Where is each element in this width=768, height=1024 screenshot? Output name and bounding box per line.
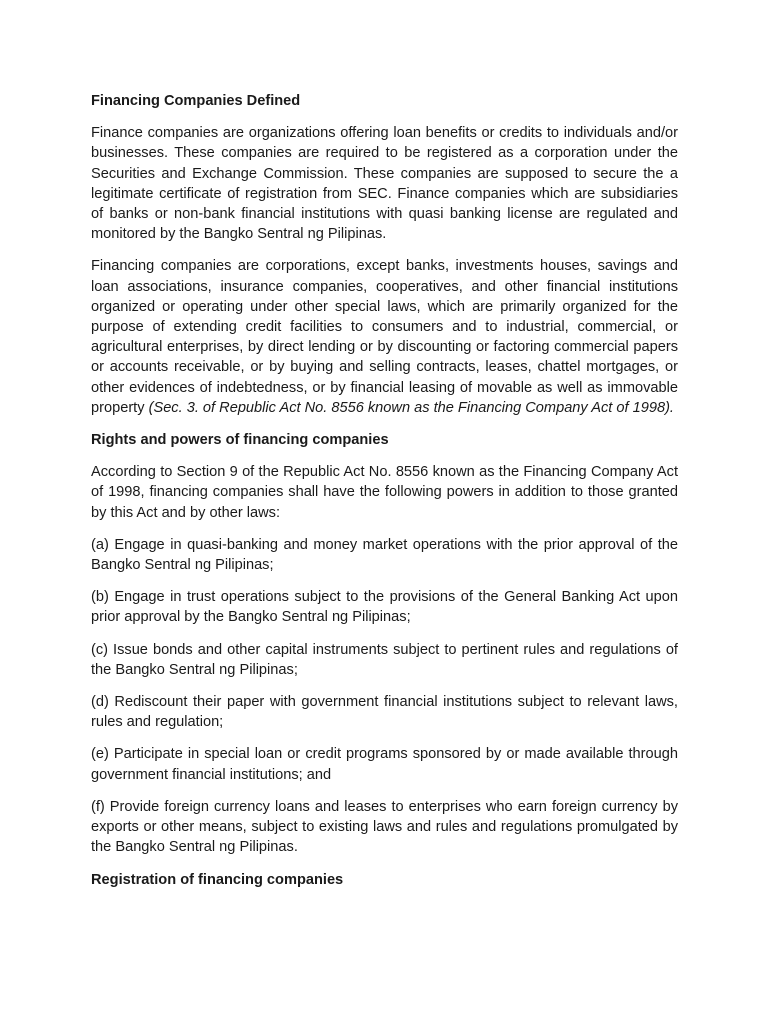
- paragraph-financing-companies-definition: [91, 256, 678, 418]
- paragraph-rights-intro: [91, 462, 678, 523]
- list-item-power-d: [91, 692, 678, 732]
- section-heading-rights-and-powers: Rights and powers of financing companies: [91, 432, 389, 449]
- paragraph-text: (f) Provide foreign currency loans and leases to enterprises who earn foreign currency by exports or other means, subject to existing laws and rules and regulations promulgated by the Bangko Sentral ng Pilipinas.: [91, 798, 678, 856]
- list-item-power-b: [91, 587, 678, 627]
- list-item-power-f: [91, 797, 678, 858]
- paragraph-text: Financing companies are corporations, except banks, investments houses, savings and loan associations, insurance companies, cooperatives, and other financial institutions organized or operating under other special laws, which are primarily organized for the purpose of extending credit facilities to consumers and to industrial, commercial, or agricultural enterprises, by direct lending or by discounting or factoring commercial papers or accounts receivable, or by buying and selling contracts, leases, chattel mortgages, or other evidences of indebtedness, or by financial leasing of movable as well as immovable property: [91, 258, 678, 416]
- section-heading-financing-companies-defined: Financing Companies Defined: [91, 93, 301, 109]
- document-page: [91, 91, 678, 902]
- paragraph-text: (a) Engage in quasi-banking and money market operations with the prior approval of the Bangko Sentral ng Pilipinas;: [91, 536, 678, 574]
- paragraph-text: (b) Engage in trust operations subject to the provisions of the General Banking Act upon prior approval by the Bangko Sentral ng Pilipinas;: [91, 589, 678, 626]
- paragraph-text: According to Section 9 of the Republic Act No. 8556 known as the Financing Company Act of 1998, financing companies shall have the following powers in addition to those granted by this Act and by other laws:: [91, 464, 678, 521]
- legal-citation: (Sec. 3. of Republic Act No. 8556 known as the Financing Company Act of 1998).: [148, 399, 674, 416]
- paragraph-text: Finance companies are organizations offering loan benefits or credits to individuals and/or businesses. These companies are required to be registered as a corporation under the Securities and Exchange Commission. These companies are supposed to secure the a legitimate certificate of registration from SEC. Finance companies which are subsidiaries of banks or non-bank financial institutions with quasi banking license are regulated and monitored by the Bangko Sentral ng Pilipinas.: [91, 125, 678, 243]
- paragraph-text: (c) Issue bonds and other capital instruments subject to pertinent rules and regulations of the Bangko Sentral ng Pilipinas;: [91, 641, 678, 678]
- list-item-power-e: [91, 744, 678, 784]
- paragraph-finance-companies-overview: [91, 123, 678, 244]
- paragraph-text: (d) Rediscount their paper with government financial institutions subject to relevant laws, rules and regulation;: [91, 694, 678, 731]
- list-item-power-c: [91, 640, 678, 680]
- section-heading-registration: Registration of financing companies: [91, 871, 344, 888]
- paragraph-text: (e) Participate in special loan or credit programs sponsored by or made available through government financial institutions; and: [91, 746, 678, 783]
- list-item-power-a: [91, 535, 678, 575]
